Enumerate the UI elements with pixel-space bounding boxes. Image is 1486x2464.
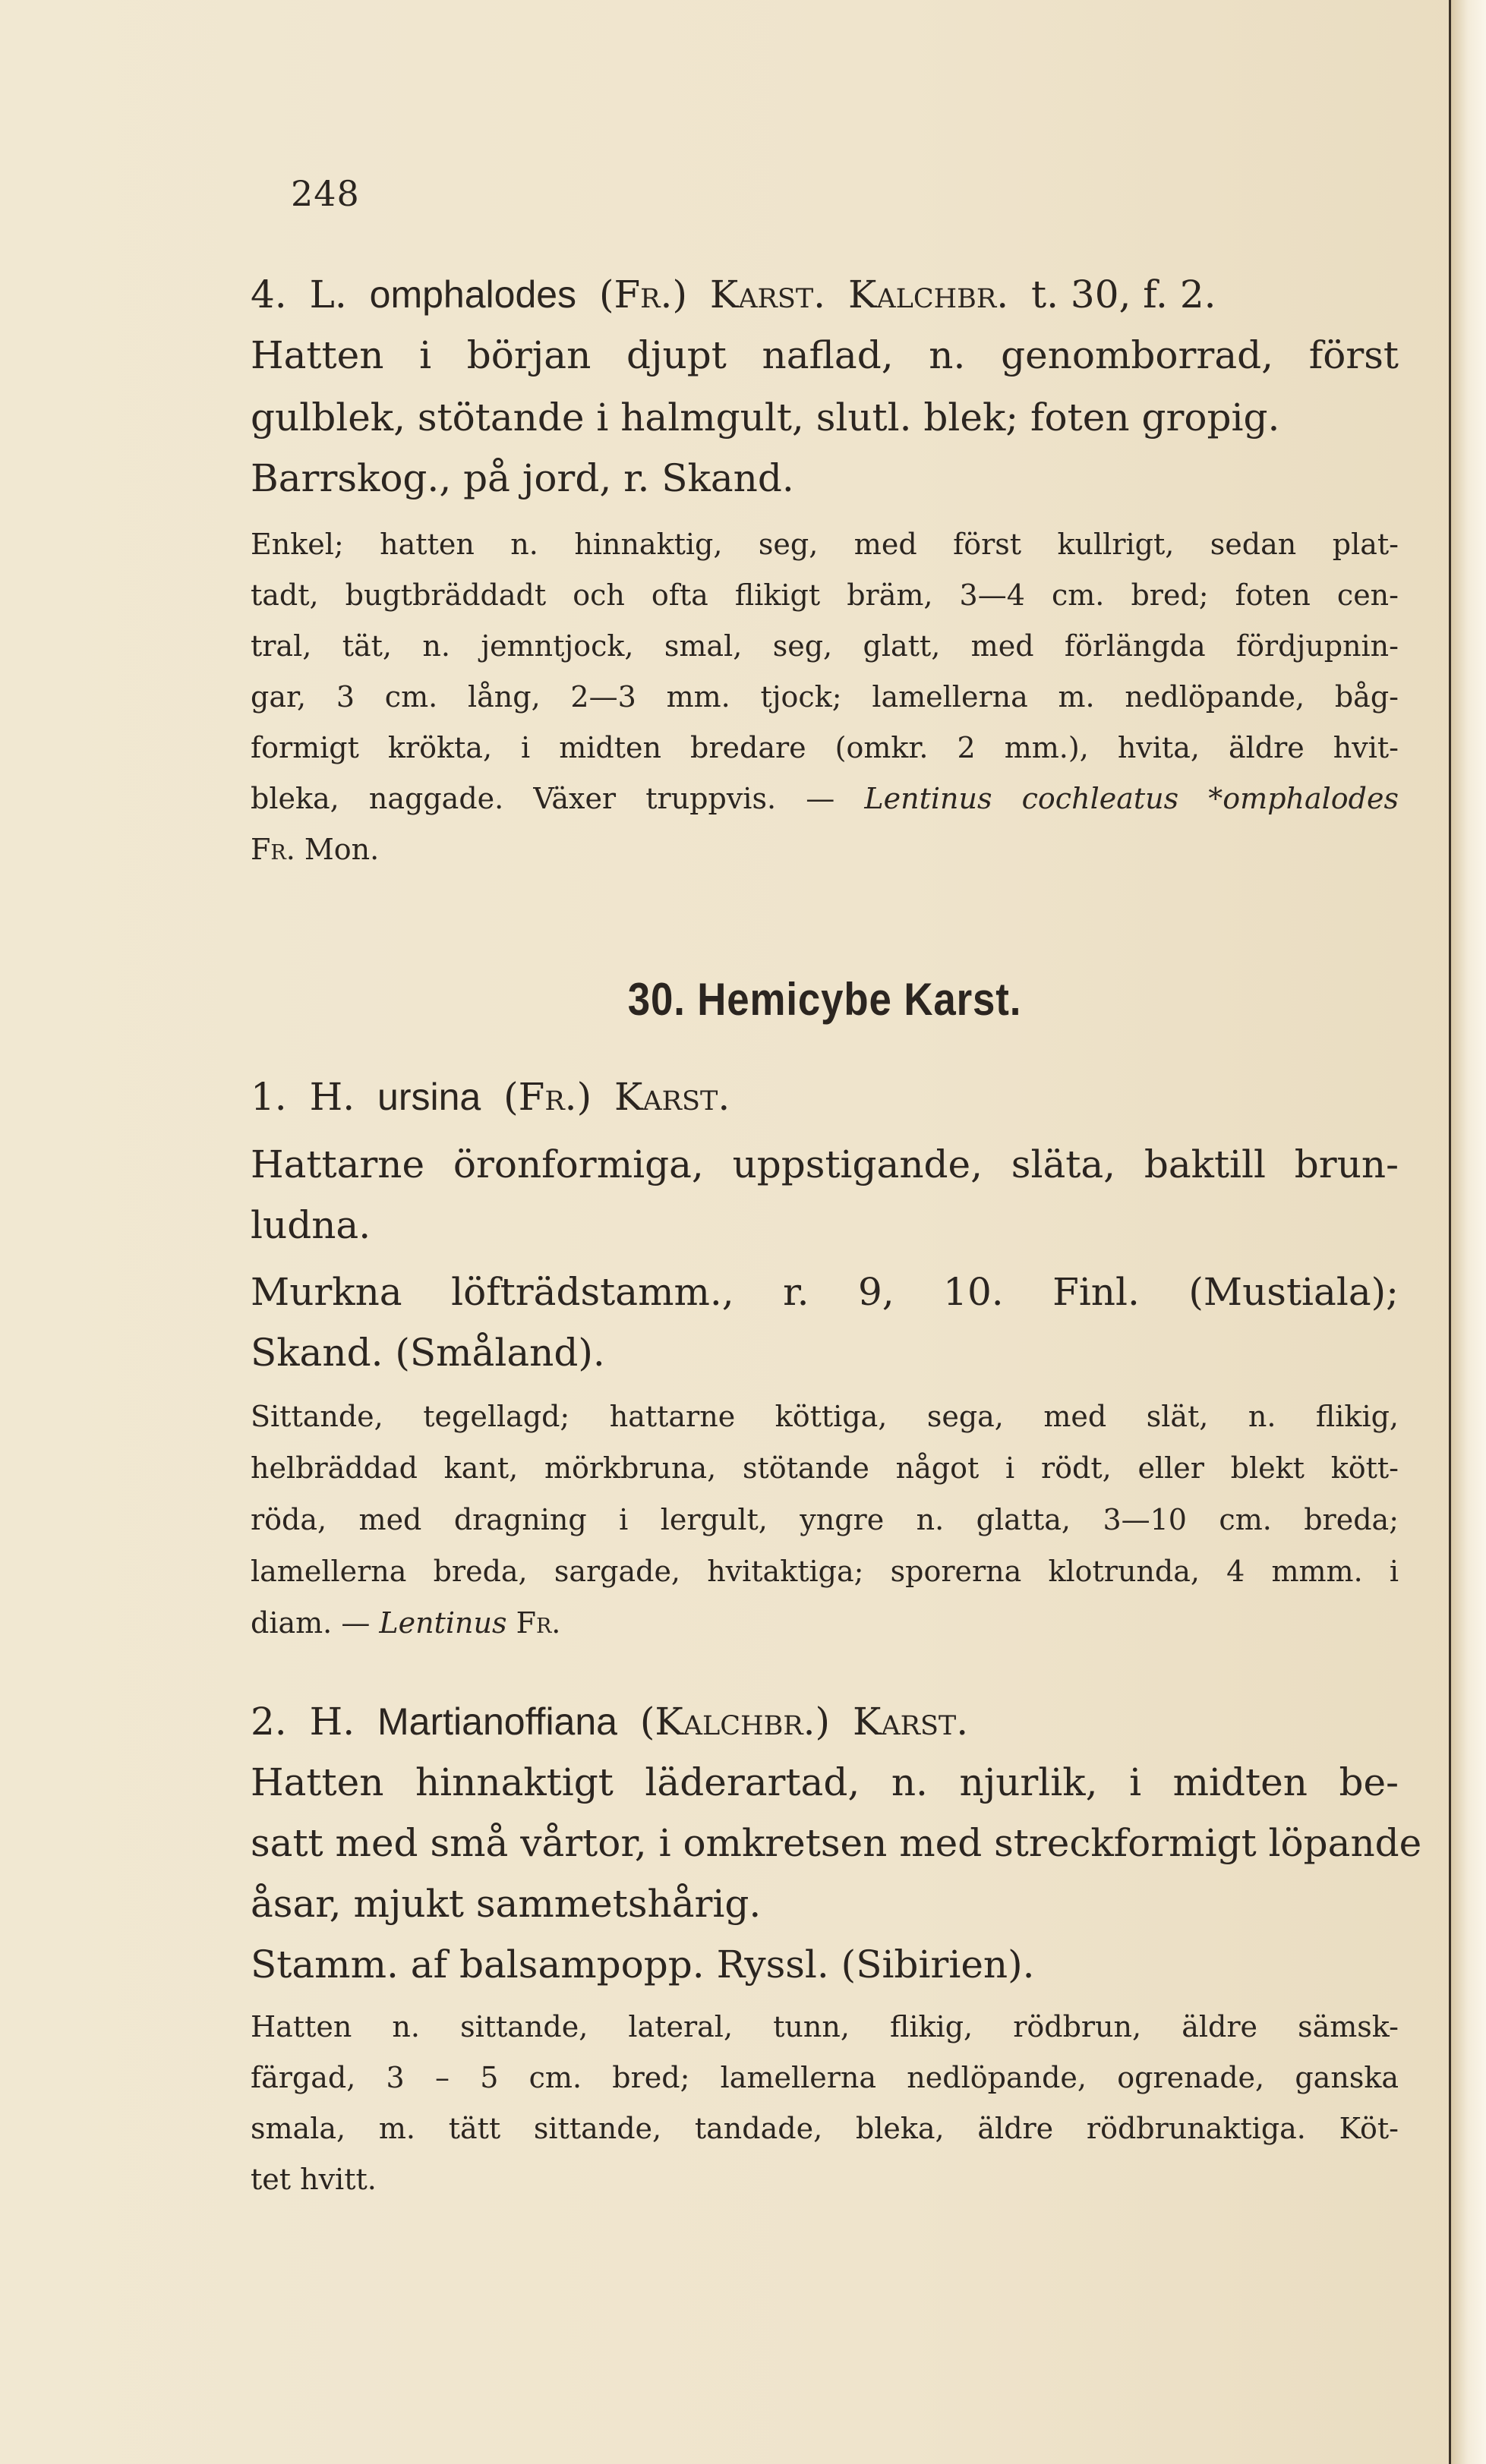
page-edge xyxy=(1449,0,1486,2464)
genus-abbrev: H. xyxy=(309,1700,355,1744)
authority-open: ( xyxy=(503,1075,519,1119)
authority-short: Fr. xyxy=(251,833,295,866)
detail-line: Hatten n. sittande, lateral, tunn, flikig, rödbrun, äldre sämsk- xyxy=(251,2010,1399,2043)
genus-abbrev: H. xyxy=(309,1075,355,1119)
detail-line: tet hvitt. xyxy=(251,2163,377,2196)
detail-line: helbräddad kant, mörkbruna, stötande något i rödt, eller blekt kött- xyxy=(251,1451,1399,1485)
genus-abbrev: L. xyxy=(309,273,347,317)
authority: Fr. xyxy=(518,1075,577,1119)
author-kalchbr: Kalchbr. xyxy=(847,273,1009,317)
description-line: Hatten hinnaktigt läderartad, n. njurlik, i midten be- xyxy=(251,1760,1399,1804)
authority: Fr. xyxy=(614,273,673,317)
detail-line: Sittande, tegellagd; hattarne köttiga, sega, med slät, n. flikig, xyxy=(251,1400,1399,1433)
description-line: ludna. xyxy=(251,1203,371,1247)
authority-short: Fr. xyxy=(516,1606,561,1640)
entry-number: 4. xyxy=(251,273,287,317)
description-line: gulblek, stötande i halmgult, slutl. blek; foten gropig. xyxy=(251,395,1280,440)
entry-number: 1. xyxy=(251,1075,287,1119)
authority-close: ) xyxy=(576,1075,592,1119)
species-name: Martianoffiana xyxy=(377,1700,617,1743)
description-line: Murkna löfträdstamm., r. 9, 10. Finl. (Mustiala); xyxy=(251,1270,1399,1314)
page-number: 248 xyxy=(291,173,360,214)
synonym: Lentinus cochleatus *omphalodes xyxy=(864,782,1399,815)
detail-text: bleka, naggade. Växer truppvis. — xyxy=(251,782,835,815)
authority-close: ) xyxy=(672,273,687,317)
species-name: ursina xyxy=(377,1076,481,1118)
reference-mon: Mon. xyxy=(304,833,380,866)
description-line: åsar, mjukt sammetshårig. xyxy=(251,1882,762,1926)
authority: Kalchbr. xyxy=(655,1700,816,1744)
detail-line: lamellerna breda, sargade, hvitaktiga; sporerna klotrunda, 4 mmm. i xyxy=(251,1555,1399,1588)
detail-line: tral, tät, n. jemntjock, smal, seg, glatt, med förlängda fördjupnin- xyxy=(251,629,1399,663)
description-line: Hatten i början djupt naflad, n. genomborrad, först xyxy=(251,333,1399,377)
entry-number: 2. xyxy=(251,1700,287,1744)
authority-open: ( xyxy=(639,1700,655,1744)
detail-line-with-synonym xyxy=(251,780,1399,817)
entry-1-title xyxy=(251,1074,1399,1120)
description-line: satt med små vårtor, i omkretsen med streckformigt löpande xyxy=(251,1821,1422,1865)
authority-open: ( xyxy=(598,273,614,317)
detail-line-final xyxy=(251,831,1399,868)
detail-line: röda, med dragning i lergult, yngre n. glatta, 3—10 cm. breda; xyxy=(251,1503,1399,1536)
detail-line: färgad, 3 – 5 cm. bred; lamellerna nedlöpande, ogrenade, ganska xyxy=(251,2061,1399,2094)
description-line: Stamm. af balsampopp. Ryssl. (Sibirien). xyxy=(251,1943,1035,1987)
author-karst: Karst. xyxy=(614,1075,730,1119)
authority-close: ) xyxy=(815,1700,831,1744)
detail-line: gar, 3 cm. lång, 2—3 mm. tjock; lamellerna m. nedlöpande, båg- xyxy=(251,680,1399,714)
description-line: Barrskog., på jord, r. Skand. xyxy=(251,456,794,500)
detail-line: tadt, bugtbräddadt och ofta flikigt bräm, 3—4 cm. bred; foten cen- xyxy=(251,578,1399,612)
synonym: Lentinus xyxy=(379,1606,507,1640)
detail-text: diam. — xyxy=(251,1606,371,1640)
plate-reference: t. 30, f. 2. xyxy=(1031,273,1216,317)
description-line: Hattarne öronformiga, uppstigande, släta, baktill brun- xyxy=(251,1142,1399,1186)
entry-4-title xyxy=(251,272,1399,317)
species-name: omphalodes xyxy=(369,273,577,316)
author-karst: Karst. xyxy=(852,1700,969,1744)
detail-line: Enkel; hatten n. hinnaktig, seg, med först kullrigt, sedan plat- xyxy=(251,528,1399,561)
section-heading: 30. Hemicybe Karst. xyxy=(627,974,1022,1025)
entry-2-title xyxy=(251,1699,1399,1744)
description-line: Skand. (Småland). xyxy=(251,1331,605,1375)
detail-line: smala, m. tätt sittande, tandade, bleka, äldre rödbrunaktiga. Köt- xyxy=(251,2112,1399,2145)
author-karst: Karst. xyxy=(709,273,826,317)
detail-line: formigt krökta, i midten bredare (omkr. 2 mm.), hvita, äldre hvit- xyxy=(251,731,1399,764)
detail-line-final xyxy=(251,1605,1399,1641)
